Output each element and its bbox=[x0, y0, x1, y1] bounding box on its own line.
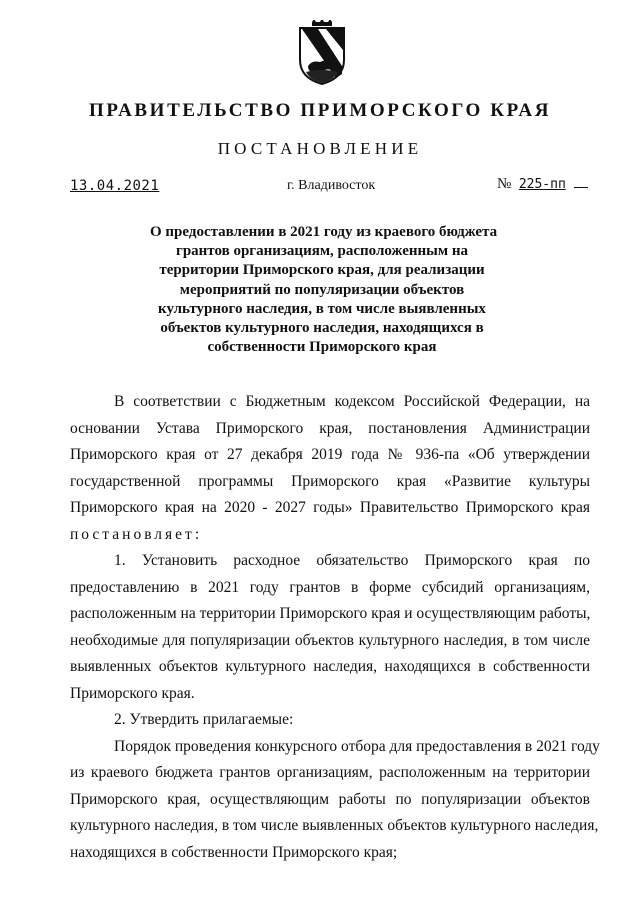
body-line: государственной программы Приморского края «Развитие культуры bbox=[70, 472, 590, 490]
body-line: постановляет: bbox=[70, 525, 203, 543]
subject-line: грантов организациям, расположенным на bbox=[176, 243, 468, 260]
subject-line: мероприятий по популяризации объектов bbox=[179, 281, 465, 298]
document-body bbox=[70, 389, 600, 866]
body-line: В соответствии с Бюджетным кодексом Российской Федерации, на bbox=[114, 393, 590, 410]
number-prefix: № bbox=[497, 176, 512, 192]
body-line: 2. Утвердить прилагаемые: bbox=[114, 711, 294, 728]
document-number bbox=[497, 176, 588, 193]
body-line: Приморского края на 2020 - 2027 годы» Правительство Приморского края bbox=[70, 499, 590, 516]
document-date: 13.04.2021 bbox=[70, 178, 160, 194]
document-type: ПОСТАНОВЛЕНИЕ bbox=[217, 139, 423, 158]
government-title: ПРАВИТЕЛЬСТВО ПРИМОРСКОГО КРАЯ bbox=[88, 100, 552, 121]
body-line: необходимые для популяризации объектов культурного наследия, в том числе bbox=[70, 631, 590, 649]
body-line: Приморского края. bbox=[70, 684, 195, 702]
body-line: предоставлению в 2021 году грантов в форме субсидий организациям, bbox=[70, 578, 590, 596]
subject-line: объектов культурного наследия, находящихся в bbox=[160, 320, 484, 337]
number-value: 225-пп bbox=[518, 177, 566, 192]
body-line: Приморского края от 27 декабря 2019 года № 936-па «Об утверждении bbox=[70, 446, 590, 463]
body-line: из краевого бюджета грантов организациям, расположенным на территории bbox=[70, 764, 590, 781]
document-city: г. Владивосток bbox=[287, 178, 376, 193]
coat-of-arms-icon bbox=[296, 20, 348, 86]
body-line: выявленных объектов культурного наследия, находящихся в собственности bbox=[70, 658, 590, 675]
body-line: Приморского края, осуществляющим работы по популяризации объектов bbox=[70, 790, 590, 808]
document-subject bbox=[150, 223, 498, 357]
body-line: основании Устава Приморского края, постановления Администрации bbox=[70, 419, 590, 437]
body-line: 1. Установить расходное обязательство Приморского края по bbox=[114, 552, 590, 569]
subject-line: территории Приморского края, для реализации bbox=[159, 262, 485, 279]
body-line: Порядок проведения конкурсного отбора для предоставления в 2021 году bbox=[114, 737, 600, 755]
subject-line: собственности Приморского края bbox=[207, 339, 437, 356]
body-line: расположенным на территории Приморского края и осуществляющим работы, bbox=[70, 605, 591, 622]
body-line: находящихся в собственности Приморского края; bbox=[70, 843, 398, 861]
body-line: культурного наследия, в том числе выявленных объектов культурного наследия, bbox=[70, 817, 599, 834]
subject-line: культурного наследия, в том числе выявленных bbox=[158, 300, 486, 317]
subject-line: О предоставлении в 2021 году из краевого бюджета bbox=[150, 224, 498, 240]
